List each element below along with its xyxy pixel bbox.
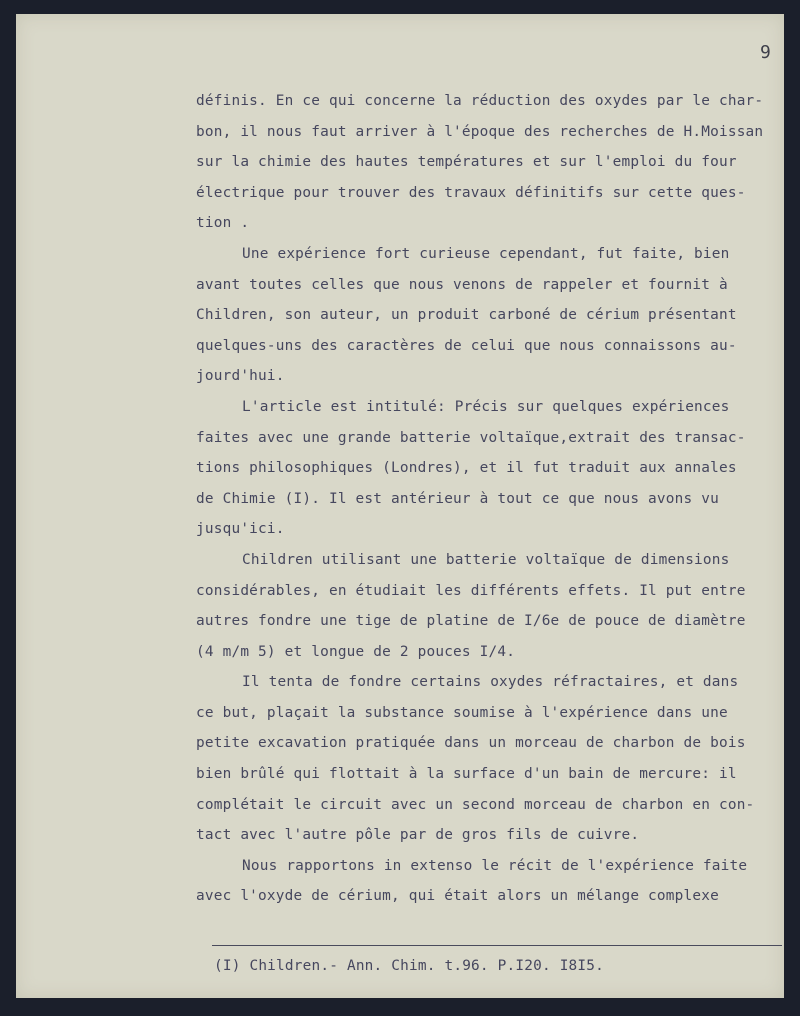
text-line: Children, son auteur, un produit carboné de cérium présentant	[196, 307, 737, 324]
text-line: quelques-uns des caractères de celui que nous connaissons au-	[196, 337, 737, 354]
text-line: (4 m/m 5) et longue de 2 pouces I/4.	[196, 643, 516, 660]
footnote: (I) Children.- Ann. Chim. t.96. P.I20. I8I5.	[214, 958, 605, 974]
text-line: tions philosophiques (Londres), et il fut traduit aux annales	[196, 460, 737, 477]
text-line: jusqu'ici.	[196, 521, 285, 538]
text-line: tion .	[196, 215, 250, 232]
page-number: 9	[760, 42, 771, 63]
text-line: faites avec une grande batterie voltaïque,extrait des transac-	[196, 429, 746, 446]
text-line: Children utilisant une batterie voltaïque de dimensions	[242, 551, 730, 568]
text-line: électrique pour trouver des travaux définitifs sur cette ques-	[196, 184, 746, 201]
text-line: autres fondre une tige de platine de I/6e de pouce de diamètre	[196, 613, 746, 630]
text-line: complétait le circuit avec un second morceau de charbon en con-	[196, 796, 755, 813]
text-line: sur la chimie des hautes températures et sur l'emploi du four	[196, 154, 737, 171]
text-line: L'article est intitulé: Précis sur quelques expériences	[242, 398, 730, 415]
text-line: jourd'hui.	[196, 368, 285, 385]
text-line: de Chimie (I). Il est antérieur à tout ce que nous avons vu	[196, 490, 719, 507]
text-line: bon, il nous faut arriver à l'époque des recherches de H.Moissan	[196, 123, 764, 140]
text-line: petite excavation pratiquée dans un morceau de charbon de bois	[196, 735, 746, 752]
footnote-divider	[212, 945, 782, 946]
text-line: définis. En ce qui concerne la réduction des oxydes par le char-	[196, 93, 764, 109]
text-line: avant toutes celles que nous venons de rappeler et fournit à	[196, 276, 728, 293]
text-line: bien brûlé qui flottait à la surface d'un bain de mercure: il	[196, 766, 737, 783]
text-line: ce but, plaçait la substance soumise à l'expérience dans une	[196, 704, 728, 721]
text-line: considérables, en étudiait les différents effets. Il put entre	[196, 582, 746, 599]
text-line: Une expérience fort curieuse cependant, fut faite, bien	[242, 245, 730, 262]
text-line: tact avec l'autre pôle par de gros fils de cuivre.	[196, 827, 640, 844]
text-line: Nous rapportons in extenso le récit de l'expérience faite	[242, 857, 748, 874]
body-text	[196, 86, 796, 912]
text-line: avec l'oxyde de cérium, qui était alors un mélange complexe	[196, 888, 719, 905]
text-line: Il tenta de fondre certains oxydes réfractaires, et dans	[242, 674, 739, 691]
document-page	[16, 14, 784, 998]
